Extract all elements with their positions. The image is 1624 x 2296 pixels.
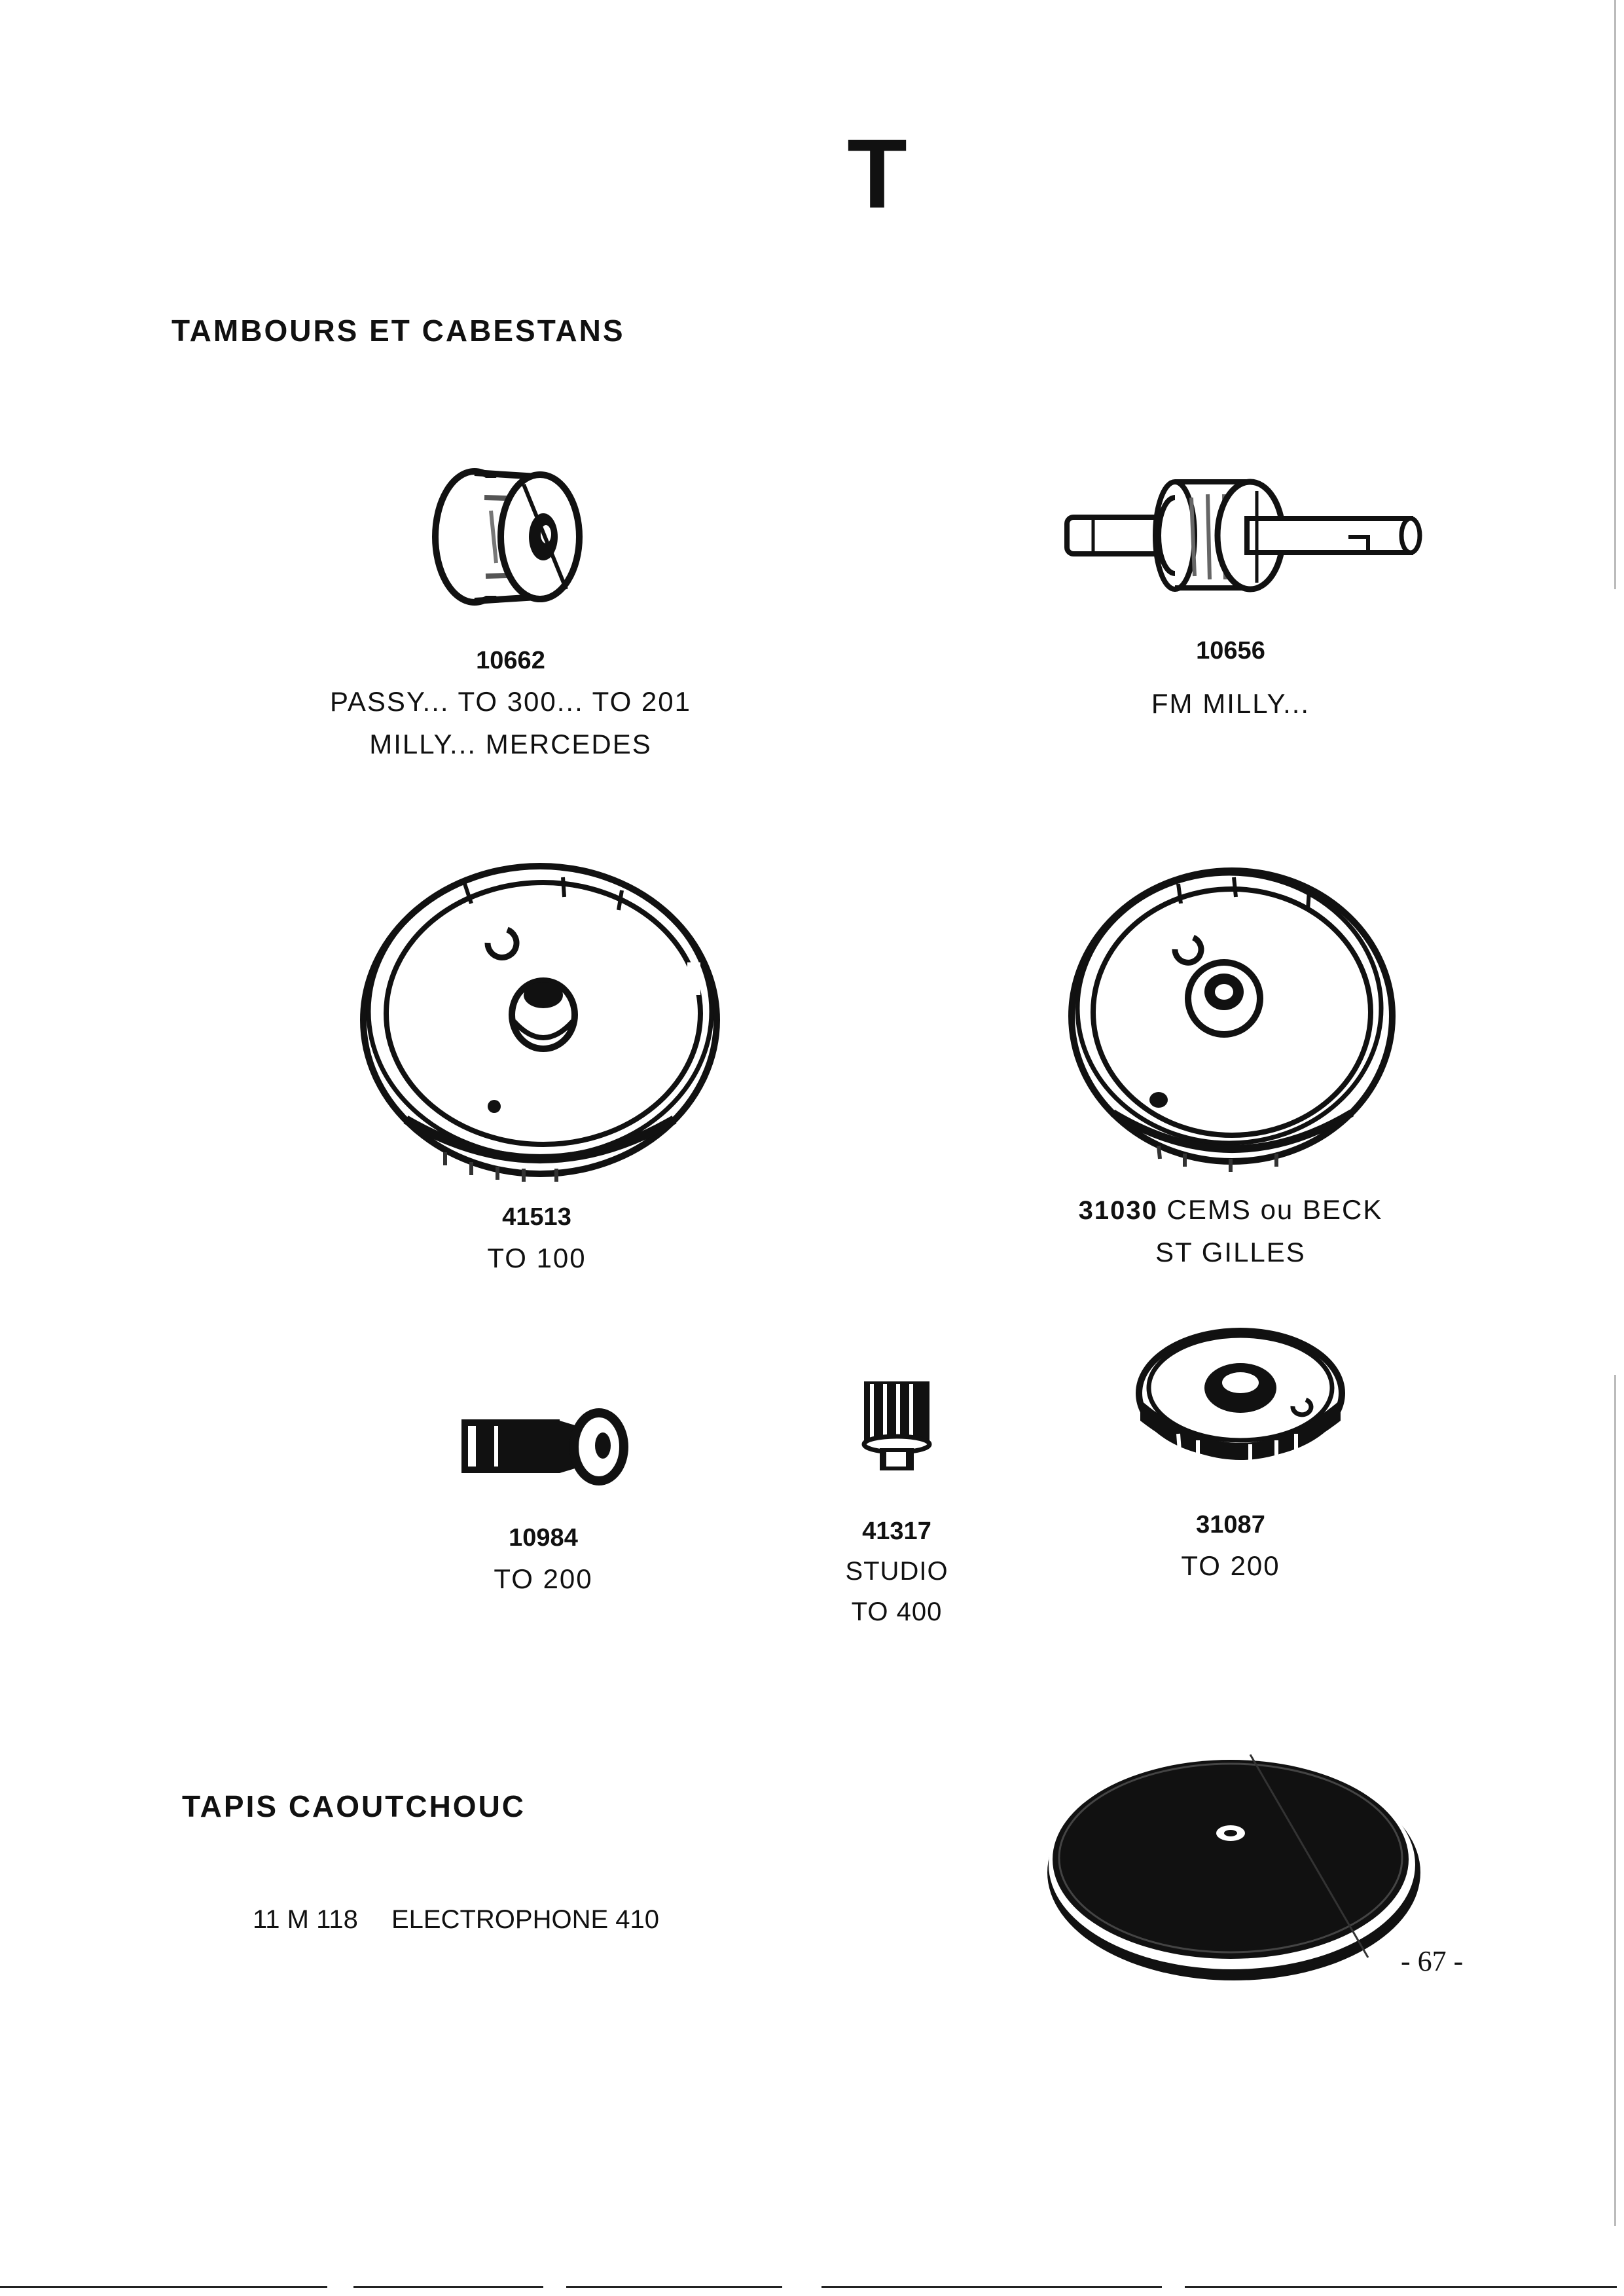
bottom-rule <box>821 2286 1162 2288</box>
compat-line: CEMS ou BECK <box>1157 1194 1383 1225</box>
compat-line: STUDIO <box>845 1556 948 1586</box>
item-label: ELECTROPHONE 410 <box>391 1905 659 1934</box>
compat-line: PASSY... TO 300... TO 201 <box>330 685 691 717</box>
page-number: - 67 - <box>1401 1945 1464 1977</box>
compat-line: MILLY... MERCEDES <box>369 728 652 759</box>
part-code: 31030 <box>1078 1196 1158 1225</box>
scan-edge <box>1614 0 1616 589</box>
capstan-shaft-10656-icon <box>1060 465 1427 609</box>
rubber-mat-11M118-icon <box>1041 1741 1427 1984</box>
part-code: 11 M 118 <box>253 1905 358 1934</box>
compat-line: TO 100 <box>487 1242 586 1273</box>
bottom-rule <box>566 2286 782 2288</box>
compat-line: FM MILLY... <box>1151 687 1310 719</box>
caption-31087 <box>969 1506 1492 1587</box>
capstan-10984-icon <box>455 1401 632 1486</box>
part-code: 31087 <box>1196 1511 1265 1539</box>
caption-10656 <box>969 632 1492 725</box>
part-code: 10656 <box>1196 637 1265 665</box>
drum-41513-icon <box>347 845 733 1185</box>
section-title-tapis: TAPIS CAOUTCHOUC <box>182 1789 526 1823</box>
bottom-rule <box>0 2286 327 2288</box>
part-code: 41513 <box>502 1203 571 1231</box>
bottom-rule <box>1185 2286 1617 2288</box>
bottom-rule <box>353 2286 543 2288</box>
drum-10662-icon <box>425 458 596 615</box>
caption-31030 <box>969 1188 1492 1273</box>
item-11M118 <box>253 1905 659 1935</box>
section-title-tambours: TAMBOURS ET CABESTANS <box>171 314 625 348</box>
section-letter: T <box>847 118 907 228</box>
capstan-41317-icon <box>851 1375 943 1480</box>
drum-31030-icon <box>1060 851 1401 1172</box>
part-code: 10662 <box>476 647 545 674</box>
part-code: 10984 <box>509 1524 578 1552</box>
drum-31087-icon <box>1132 1322 1348 1473</box>
caption-41513 <box>275 1198 799 1279</box>
scan-edge <box>1614 1375 1616 2226</box>
compat-line: TO 200 <box>1181 1550 1280 1581</box>
compat-line: TO 400 <box>851 1597 943 1626</box>
compat-line: TO 200 <box>494 1563 593 1594</box>
part-code: 41317 <box>862 1518 931 1545</box>
caption-10662 <box>249 642 772 765</box>
compat-line: ST GILLES <box>1155 1237 1306 1268</box>
